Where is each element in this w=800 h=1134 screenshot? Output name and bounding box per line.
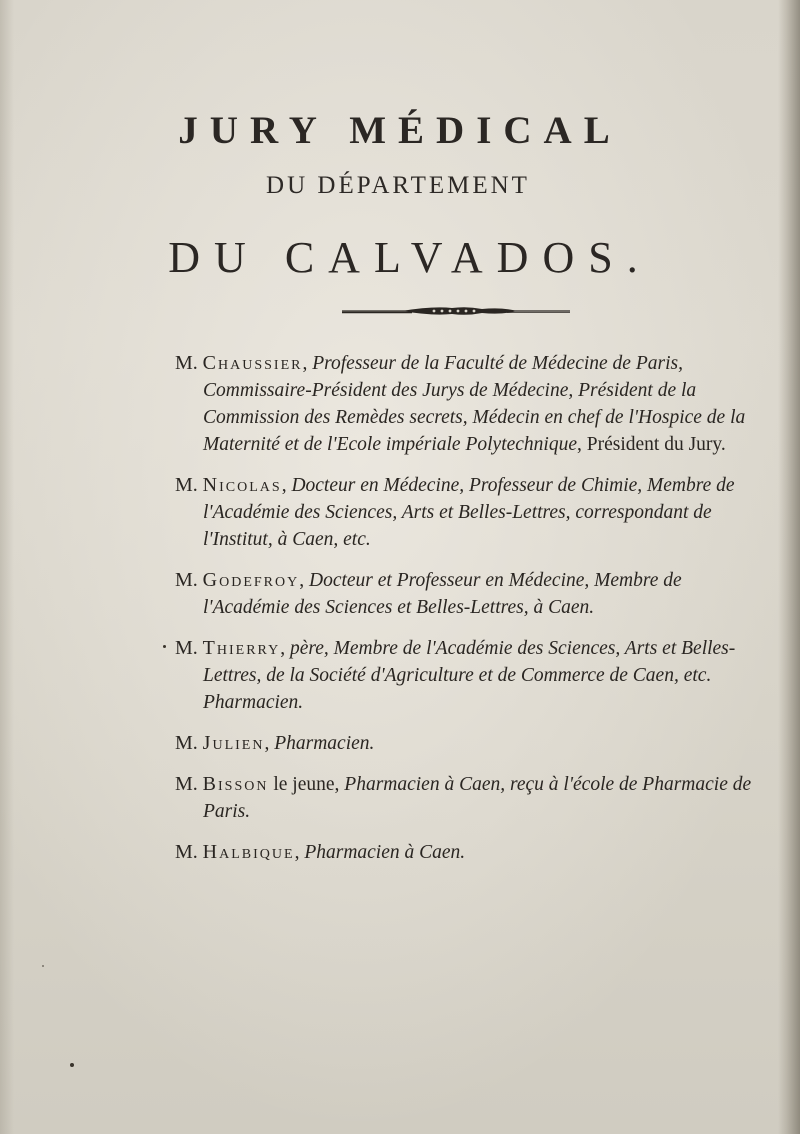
- title-jury-medical: JURY MÉDICAL: [178, 109, 622, 152]
- member-titles: Professeur de la Faculté de Médecine de Paris, Commissaire-Président des Jurys de Médecine, Président de la Commission des Remèdes secrets, Médecin en chef de l'Hospice de la Maternité et de l'Ecole impériale Polytechnique: [203, 353, 746, 455]
- member-titles: père, Membre de l'Académie des Sciences, Arts et Belles-Lettres, de la Société d'Agriculture et de Commerce de Caen, etc. Pharmacien.: [203, 638, 736, 713]
- member-entry: [175, 839, 765, 866]
- ink-speck: [163, 645, 166, 648]
- member-separator: ,: [294, 842, 305, 863]
- member-name: Thierry: [202, 637, 281, 659]
- member-prefix: M.: [175, 773, 198, 795]
- member-prefix: M.: [175, 732, 198, 754]
- member-titles: Pharmacien à Caen, reçu à l'école de Pharmacie de Paris.: [203, 774, 752, 822]
- member-titles: Docteur en Médecine, Professeur de Chimie, Membre de l'Académie des Sciences, Arts et Belles-Lettres, correspondant de l'Institut, à Caen, etc.: [203, 475, 735, 550]
- member-separator: ,: [299, 570, 309, 591]
- member-titles: Docteur et Professeur en Médecine, Membre de l'Académie des Sciences et Belles-Lettres, à Caen.: [203, 570, 682, 618]
- member-entry: [175, 730, 765, 757]
- member-prefix: M.: [175, 637, 198, 659]
- member-name: Nicolas: [202, 474, 282, 496]
- member-titles: Pharmacien à Caen.: [304, 842, 466, 863]
- member-separator: ,: [281, 475, 292, 496]
- member-name: Halbique: [202, 841, 295, 863]
- ink-speck: [70, 1063, 74, 1067]
- jury-member-list: [175, 350, 765, 880]
- ornamental-rule: [342, 305, 570, 317]
- member-separator: le jeune,: [268, 774, 345, 795]
- page-left-edge-shadow: [0, 0, 14, 1134]
- member-prefix: M.: [175, 352, 198, 374]
- title-du-departement: DU DÉPARTEMENT: [266, 172, 530, 199]
- title-du-calvados: DU CALVADOS.: [168, 233, 652, 282]
- member-separator: ,: [302, 353, 313, 374]
- member-role: , Président du Jury.: [577, 434, 726, 455]
- member-entry: [175, 350, 765, 458]
- member-entry: [175, 472, 765, 553]
- member-prefix: M.: [175, 569, 198, 591]
- member-entry: [175, 567, 765, 621]
- member-name: Chaussier: [202, 352, 303, 374]
- member-name: Godefroy: [202, 569, 300, 591]
- member-prefix: M.: [175, 841, 198, 863]
- ink-speck: [42, 965, 44, 967]
- member-name: Bisson: [202, 773, 269, 795]
- member-titles: Pharmacien.: [274, 733, 375, 754]
- member-separator: ,: [264, 733, 275, 754]
- member-entry: [175, 771, 765, 825]
- member-name: Julien: [202, 732, 265, 754]
- member-prefix: M.: [175, 474, 198, 496]
- member-entry: [175, 635, 765, 716]
- member-separator: ,: [280, 638, 290, 659]
- page-right-edge-shadow: [778, 0, 800, 1134]
